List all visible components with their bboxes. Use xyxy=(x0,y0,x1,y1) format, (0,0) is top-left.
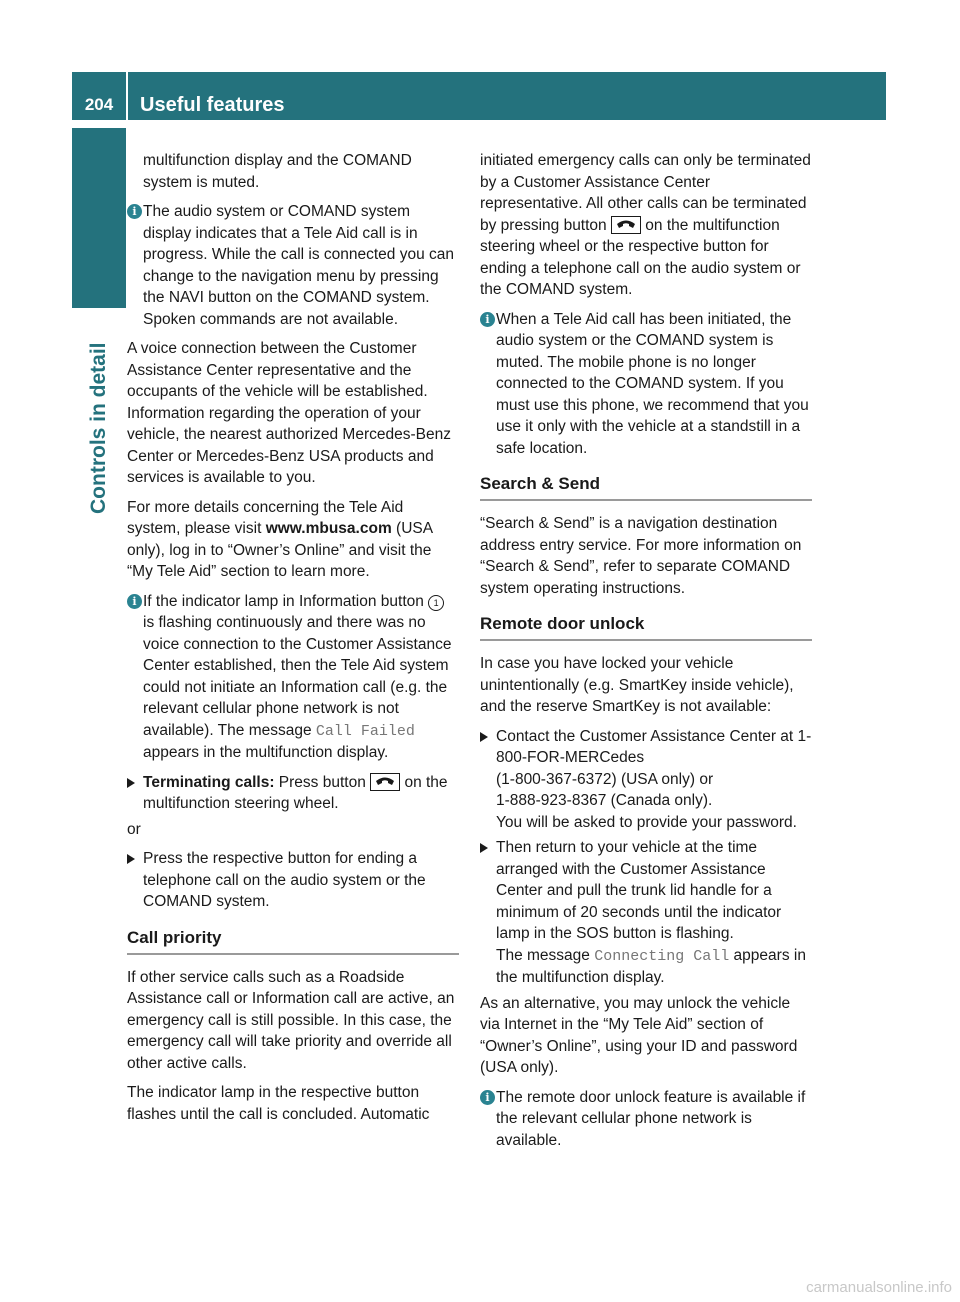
right-column xyxy=(480,150,812,1159)
info-note xyxy=(127,591,459,764)
paragraph: initiated emergency calls can only be terminated by a Customer Assistance Center representative. All other calls can be terminated by pressing button on the multifunction steering wheel or the respective button for ending a telephone call on the audio system or the COMAND system. xyxy=(480,152,811,298)
paragraph: multifunction display and the COMAND system is muted. xyxy=(143,152,412,191)
paragraph: A voice connection between the Customer Assistance Center representative and the occupants of the vehicle will be established. Information regarding the operation of your vehicle, the nearest authorized Mercedes-Benz Center or Mercedes-Benz USA products and services is available to you. xyxy=(127,340,451,486)
header-divider xyxy=(126,72,128,120)
info-icon: i xyxy=(480,312,495,327)
info-note xyxy=(480,309,812,460)
step-arrow-icon xyxy=(127,778,135,788)
watermark: carmanualsonline.info xyxy=(806,1279,952,1296)
heading-call-priority: Call priority xyxy=(127,927,459,955)
info-icon: i xyxy=(127,594,142,609)
paragraph: As an alternative, you may unlock the vehicle via Internet in the “My Tele Aid” section of “Owner’s Online”, using your ID and password (USA only). xyxy=(480,994,798,1076)
section-title: Useful features xyxy=(140,94,285,116)
paragraph: For more details concerning the Tele Aid system, please visit www.mbusa.com (USA only), log in to “Owner’s Online” and visit the “My Tele Aid” section to learn more. xyxy=(127,498,433,580)
website-link[interactable]: www.mbusa.com xyxy=(265,520,392,537)
page-number: 204 xyxy=(84,95,114,114)
step-arrow-icon xyxy=(480,732,488,742)
callout-number: 1 xyxy=(428,595,444,611)
display-message: Connecting Call xyxy=(594,947,730,965)
heading-search-send: Search & Send xyxy=(480,473,812,501)
display-message: Call Failed xyxy=(315,722,415,740)
paragraph: “Search & Send” is a navigation destination address entry service. For more information on “Search & Send”, refer to separate COMAND system operating instructions. xyxy=(480,515,802,597)
or-text: or xyxy=(127,820,141,838)
instruction-step: Contact the Customer Assistance Center at 1-800-FOR-MERCedes (1-800-367-6372) (USA only) or 1-888-923-8367 (Canada only). You will be asked to provide your password. xyxy=(480,726,812,834)
left-column xyxy=(127,150,459,1133)
instruction-step: Then return to your vehicle at the time arranged with the Customer Assistance Center and pull the trunk lid handle for a minimum of 20 seconds until the indicator lamp in the SOS button is flashing. The message Connecting Call appears in the multifunction display. xyxy=(480,837,812,989)
chapter-label: Controls in detail xyxy=(87,342,110,514)
paragraph: The indicator lamp in the respective button flashes until the call is concluded. Automatic xyxy=(127,1084,430,1123)
page-header xyxy=(72,72,886,120)
paragraph: In case you have locked your vehicle unintentionally (e.g. SmartKey inside vehicle), and the reserve SmartKey is not available: xyxy=(480,655,794,715)
info-note xyxy=(127,201,459,330)
end-call-icon xyxy=(611,216,641,234)
end-call-icon xyxy=(370,773,400,791)
info-text: If the indicator lamp in Information button 1 is flashing continuously and there was no voice connection to the Customer Assistance Center established, then the Tele Aid system could not initiate an Information call (e.g. the relevant cellular phone network is not available). The message Call Failed appears in the multifunction display. xyxy=(143,592,452,761)
heading-remote-door-unlock: Remote door unlock xyxy=(480,613,812,641)
info-note xyxy=(480,1087,812,1152)
paragraph: If other service calls such as a Roadside Assistance call or Information call are active, an emergency call is still possible. In this case, the emergency call will take priority and override all other active calls. xyxy=(127,968,455,1072)
info-text: The remote door unlock feature is available if the relevant cellular phone network is available. xyxy=(496,1088,806,1149)
info-icon: i xyxy=(480,1090,495,1105)
step-arrow-icon xyxy=(480,843,488,853)
info-icon: i xyxy=(127,204,142,219)
info-text: The audio system or COMAND system display indicates that a Tele Aid call is in progress. While the call is connected you can change to the navigation menu by pressing the NAVI button on the COMAND system. Spoken commands are not available. xyxy=(143,203,455,328)
side-tab xyxy=(72,128,126,308)
info-text: When a Tele Aid call has been initiated, the audio system or the COMAND system is muted. The mobile phone is no longer connected to the COMAND system. If you must use this phone, we recommend that you use it only with the vehicle at a standstill in a safe location. xyxy=(496,310,809,457)
step-arrow-icon xyxy=(127,854,135,864)
instruction-step: Terminating calls: Press button on the multifunction steering wheel. xyxy=(127,772,459,815)
instruction-step: Press the respective button for ending a telephone call on the audio system or the COMAND system. xyxy=(127,848,459,913)
